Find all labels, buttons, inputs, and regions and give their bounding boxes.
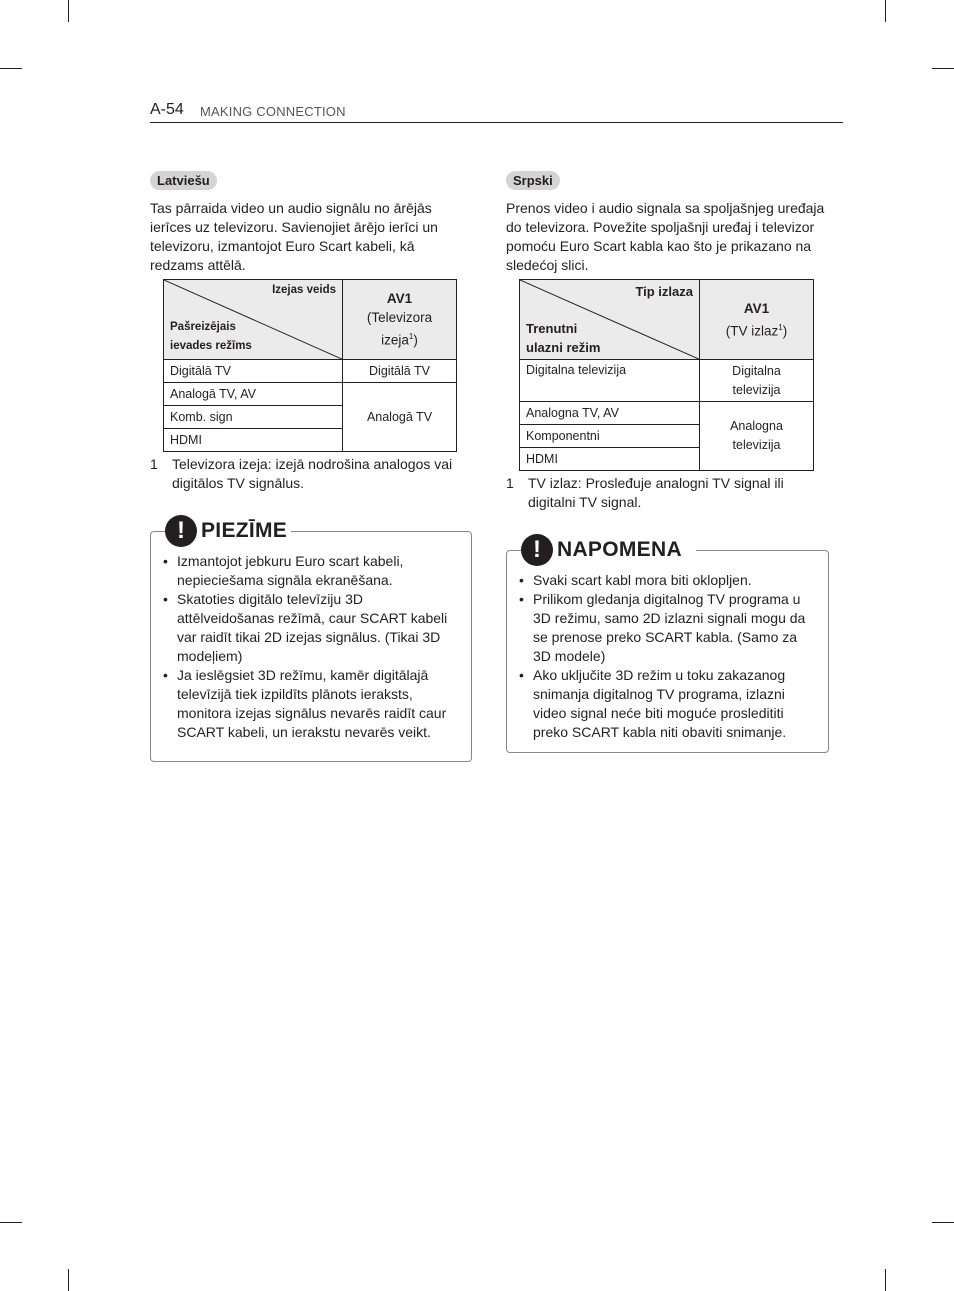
note-item: • Prilikom gledanja digitalnog TV programa u 3D režimu, samo 2D izlazni signali mogu da se prenose preko SCART kabla. (Samo za 3D modele): [519, 590, 816, 666]
crop-mark: [68, 0, 69, 22]
output-line: televizija: [732, 438, 781, 452]
crop-mark: [885, 1269, 886, 1291]
corner-bottom-label-1: Trenutni: [526, 321, 578, 336]
table-row: HDMI: [164, 429, 343, 452]
note-item: • Ja ieslēgsiet 3D režīmu, kamēr digitālajā televīzijā tiek izpildīts plānots ieraksts, monitora izejas signālus nevarēs raidīt caur SCART kabeli, un ierakstu nevarēs veikt.: [163, 666, 459, 742]
table-corner-cell: [520, 280, 700, 360]
note-item: • Izmantojot jebkuru Euro scart kabeli, nepieciešama signāla ekranēšana.: [163, 552, 459, 590]
page-header: [150, 101, 843, 123]
crop-mark: [932, 68, 954, 69]
column-header-line2: (TV izlaz: [725, 323, 779, 339]
crop-mark: [0, 1222, 22, 1223]
language-badge: Latviešu: [150, 171, 217, 190]
corner-top-label: Izejas veids: [272, 284, 336, 296]
table-corner-cell: [164, 280, 343, 360]
corner-bottom-label-2: ievades režīms: [170, 340, 252, 352]
note-box: [150, 517, 472, 762]
table-row: Komponentni: [520, 425, 700, 448]
column-header-title: AV1: [743, 300, 770, 316]
note-item: • Ako uključite 3D režim u toku zakazanog snimanja digitalnog TV programa, izlazni video signal neće biti moguće prosledititi preko SCART kabla niti obaviti snimanje.: [519, 666, 816, 742]
left-column: [150, 171, 470, 275]
note-box: [506, 536, 829, 753]
footnote: [506, 474, 826, 514]
note-title: NAPOMENA: [557, 538, 682, 561]
crop-mark: [68, 1269, 69, 1291]
exclamation-icon: !: [165, 515, 197, 547]
table-row: Digitālā TV: [164, 360, 343, 383]
column-header-close: ): [782, 323, 788, 339]
right-column: [506, 171, 826, 275]
note-list: [519, 571, 816, 742]
table-row: Komb. sign: [164, 406, 343, 429]
corner-top-label: Tip izlaza: [635, 284, 693, 299]
intro-text: Prenos video i audio signala sa spoljašnjeg uređaja do televizora. Povežite spoljašnji uređaj i televizor pomoću Euro Scart kabla kao što je prikazano na sledećoj slici.: [506, 200, 825, 273]
crop-mark: [932, 1222, 954, 1223]
connection-table: [519, 279, 814, 471]
corner-bottom-label-1: Pašreizējais: [170, 321, 236, 333]
output-cell: [700, 360, 814, 402]
column-header-title: AV1: [386, 291, 413, 307]
exclamation-icon: !: [521, 534, 553, 566]
connection-table: [163, 279, 457, 452]
footnote-number: 1: [506, 475, 514, 491]
note-list: [163, 552, 459, 742]
intro-text: Tas pārraida video un audio signālu no ārējās ierīces uz televizoru. Savienojiet ārējo ierīci un televizoru, izmantojot Euro Scart kabeli, kā redzams attēlā.: [150, 200, 438, 273]
table-row: Analogna TV, AV: [520, 402, 700, 425]
note-item: • Skatoties digitālo televīziju 3D attēlveidošanas režīmā, caur SCART kabeli var raidīt tikai 2D izejas signālus. (Tikai 3D modeļiem): [163, 590, 459, 666]
note-item: • Svaki scart kabl mora biti okloplјen.: [519, 571, 816, 590]
footnote: [150, 455, 470, 495]
footnote-text: TV izlaz: Prosleđuje analogni TV signal ili digitalni TV signal.: [528, 475, 784, 510]
note-title: PIEZĪME: [201, 519, 288, 542]
crop-mark: [885, 0, 886, 22]
column-header: [343, 280, 457, 360]
note-heading: [165, 515, 291, 547]
note-heading: [521, 534, 696, 566]
output-line: Analogna: [730, 419, 783, 433]
footnote-text: Televizora izeja: izejā nodrošina analogos vai digitālos TV signālus.: [172, 456, 453, 491]
table-row: Analogā TV, AV: [164, 383, 343, 406]
column-header-line2: (Televizora: [366, 310, 433, 326]
column-header-close: ): [413, 332, 418, 348]
corner-bottom-label-2: ulazni režim: [526, 340, 601, 355]
footnote-number: 1: [150, 456, 158, 472]
crop-mark: [0, 68, 22, 69]
table-row: Digitalna televizija: [520, 360, 700, 402]
table-row: HDMI: [520, 448, 700, 471]
output-cell: [700, 402, 814, 471]
section-title: MAKING CONNECTION: [200, 104, 346, 119]
output-cell: Digitālā TV: [343, 360, 457, 383]
column-header: [700, 280, 814, 360]
footnote-marker: 1: [778, 322, 783, 332]
output-line: televizija: [732, 382, 781, 397]
page-number: A-54: [150, 101, 184, 118]
column-header-line3: izeja: [381, 332, 409, 348]
output-line: Digitalna: [732, 363, 781, 378]
footnote-marker: 1: [408, 332, 414, 342]
language-badge: Srpski: [506, 171, 560, 190]
output-cell: Analogā TV: [343, 383, 457, 452]
